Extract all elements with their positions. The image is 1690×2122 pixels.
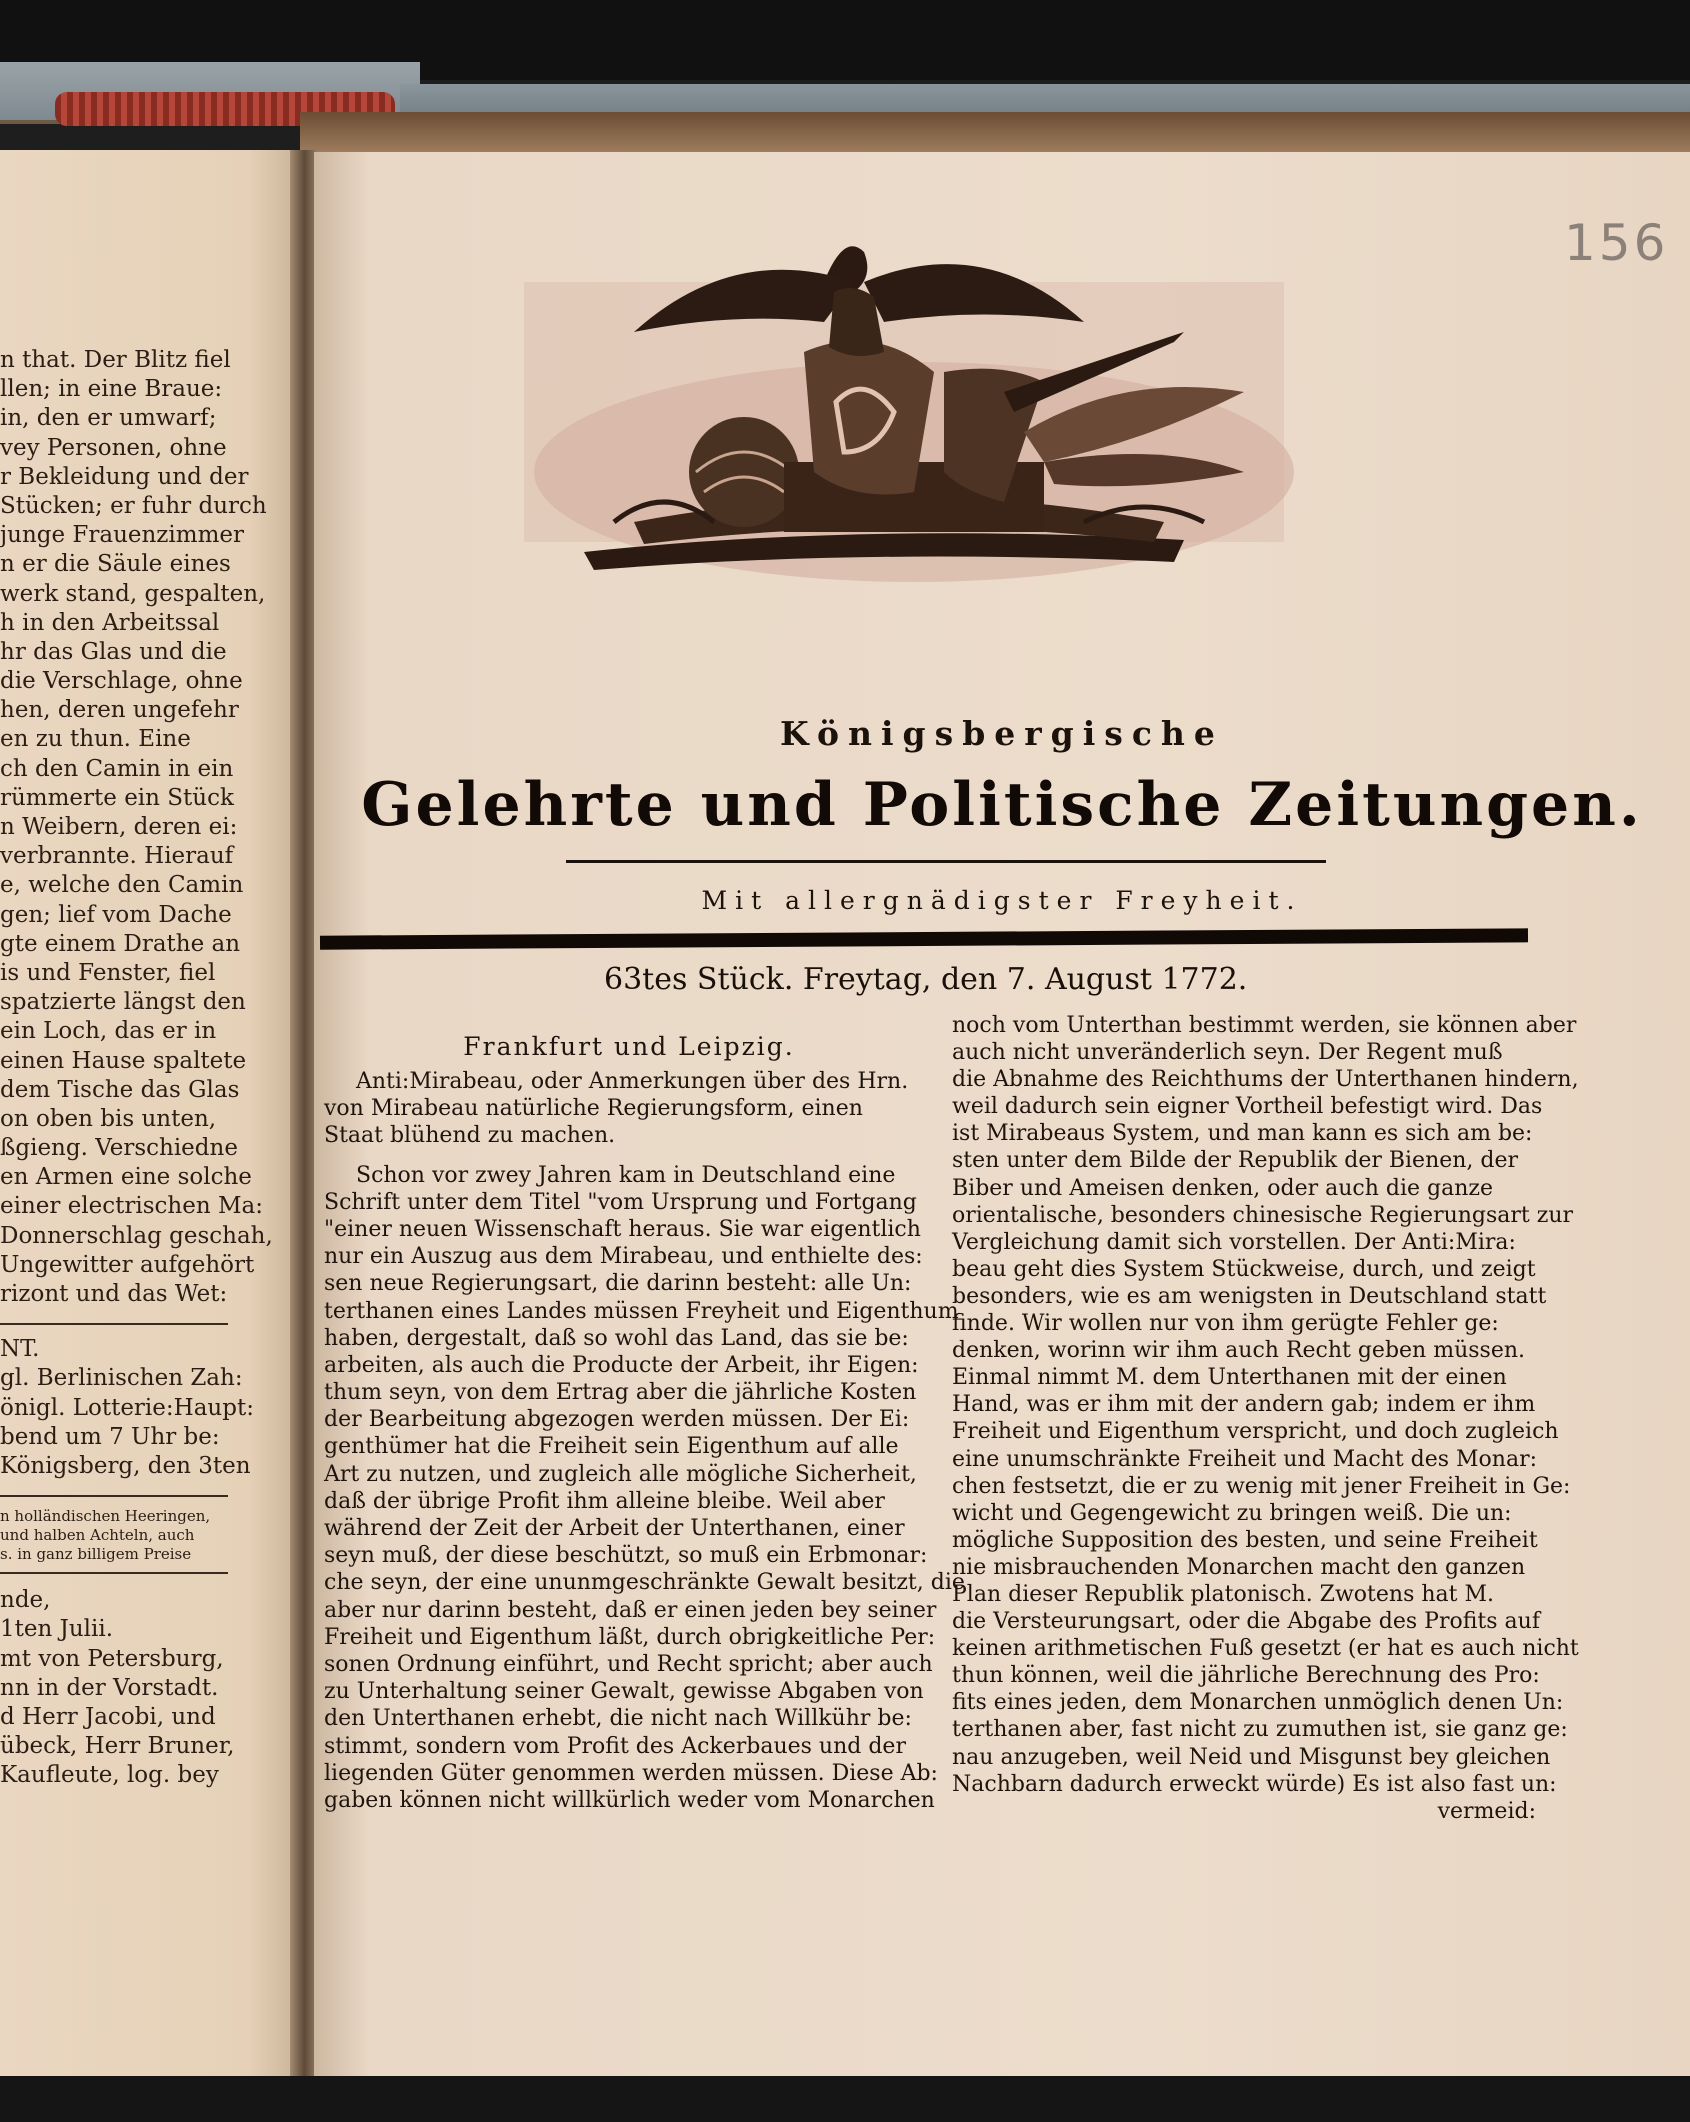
text-line: genthümer hat die Freiheit sein Eigenthum auf alle bbox=[324, 1434, 899, 1460]
text-line: n Weibern, deren ei: bbox=[0, 814, 238, 840]
text-line: der Bearbeitung abgezogen werden müssen. Der Ei: bbox=[324, 1407, 910, 1433]
text-line: finde. Wir wollen nur von ihm gerügte Fehler ge: bbox=[952, 1311, 1499, 1337]
text-line: n that. Der Blitz fiel bbox=[0, 347, 231, 373]
text-line: n er die Säule eines bbox=[0, 551, 231, 578]
text-line: eine unumschränkte Freiheit und Macht des Monar: bbox=[952, 1446, 1538, 1472]
text-line: nde, bbox=[0, 1587, 51, 1614]
text-line: den Unterthanen erhebt, die nicht nach Willkühr be: bbox=[324, 1706, 912, 1732]
text-line: bend um 7 Uhr be: bbox=[0, 1423, 220, 1450]
text-line: Plan dieser Republik platonisch. Zwotens hat M. bbox=[952, 1581, 1494, 1607]
text-line: in, den er umwarf; bbox=[0, 405, 217, 432]
text-line: fits eines jeden, dem Monarchen unmöglich denen Un: bbox=[952, 1690, 1564, 1716]
text-line: Hand, was er ihm mit der andern gab; indem er ihm bbox=[952, 1392, 1536, 1418]
text-line: denken, worinn wir ihm auch Recht geben müssen. bbox=[952, 1338, 1526, 1364]
text-line: terthanen aber, fast nicht zu zumuthen ist, sie ganz ge: bbox=[952, 1717, 1568, 1743]
left-page bbox=[0, 150, 292, 2080]
text-line: mt von Petersburg, bbox=[0, 1645, 224, 1672]
text-line: dem Tische das Glas bbox=[0, 1076, 240, 1103]
masthead-kicker: Königsbergische bbox=[780, 714, 1224, 753]
text-line: Biber und Ameisen denken, oder auch die ganze bbox=[952, 1175, 1494, 1201]
text-line: Stücken; er fuhr durch bbox=[0, 492, 267, 519]
text-line: che seyn, der eine ununmgeschränkte Gewalt besitzt, die bbox=[324, 1570, 965, 1596]
text-line: önigl. Lotterie:Haupt: bbox=[0, 1394, 254, 1421]
text-line: besonders, wie es am wenigsten in Deutschland statt bbox=[952, 1283, 1547, 1309]
text-line: gaben können nicht willkürlich weder vom Monarchen bbox=[324, 1787, 935, 1813]
issue-line: 63tes Stück. Freytag, den 7. August 1772. bbox=[604, 962, 1248, 997]
section-heading: Frankfurt und Leipzig. bbox=[463, 1032, 795, 1061]
divider bbox=[0, 1495, 228, 1497]
text-line: vermeid: bbox=[1437, 1798, 1536, 1824]
text-line: weil dadurch sein eigner Vortheil befestigt wird. Das bbox=[952, 1094, 1543, 1120]
text-line: gte einem Drathe an bbox=[0, 930, 241, 957]
text-line: d Herr Jacobi, und bbox=[0, 1703, 216, 1730]
text-line: vey Personen, ohne bbox=[0, 434, 227, 461]
text-line: hen, deren ungefehr bbox=[0, 697, 239, 724]
heavy-rule bbox=[320, 928, 1528, 949]
privilege-line: Mit allergnädigster Freyheit. bbox=[701, 886, 1303, 915]
text-line: sten unter dem Bilde der Republik der Bienen, der bbox=[952, 1148, 1519, 1174]
text-line: mögliche Supposition des besten, und seine Freiheit bbox=[952, 1527, 1538, 1553]
text-line: nau anzugeben, weil Neid und Misgunst bey gleichen bbox=[952, 1744, 1551, 1770]
text-line: die Verschlage, ohne bbox=[0, 668, 243, 695]
text-line: is und Fenster, fiel bbox=[0, 959, 216, 986]
text-line: verbrannte. Hierauf bbox=[0, 843, 234, 870]
text-line: Schon vor zwey Jahren kam in Deutschland eine bbox=[356, 1162, 896, 1188]
text-line: zu Unterhaltung seiner Gewalt, gewisse Abgaben von bbox=[324, 1679, 924, 1705]
paragraph-gap bbox=[324, 1150, 934, 1162]
eagle-vignette-icon bbox=[484, 222, 1324, 582]
text-line: ßgieng. Verschiedne bbox=[0, 1135, 238, 1162]
text-line: stimmt, sondern vom Profit des Ackerbaues und der bbox=[324, 1733, 906, 1759]
text-line: on oben bis unten, bbox=[0, 1105, 217, 1132]
text-line: und halben Achteln, auch bbox=[0, 1526, 195, 1545]
text-line: Kaufleute, log. bey bbox=[0, 1762, 219, 1789]
text-line: rizont und das Wet: bbox=[0, 1281, 228, 1307]
text-line: s. in ganz billigem Preise bbox=[0, 1545, 192, 1564]
text-line: nie misbrauchenden Monarchen macht den ganzen bbox=[952, 1554, 1526, 1580]
text-line: ch den Camin in ein bbox=[0, 755, 234, 782]
right-page bbox=[314, 152, 1690, 2082]
text-line: Nachbarn dadurch erweckt würde) Es ist also fast un: bbox=[952, 1771, 1557, 1797]
text-line: gl. Berlinischen Zah: bbox=[0, 1365, 243, 1392]
text-line: arbeiten, als auch die Producte der Arbeit, ihr Eigen: bbox=[324, 1352, 919, 1378]
text-line: h in den Arbeitssal bbox=[0, 609, 220, 636]
divider bbox=[0, 1323, 228, 1325]
text-line: Anti:Mirabeau, oder Anmerkungen über des Hrn. bbox=[356, 1069, 909, 1094]
text-line: ein Loch, das er in bbox=[0, 1018, 217, 1045]
divider bbox=[0, 1572, 228, 1574]
text-line: hr das Glas und die bbox=[0, 638, 227, 665]
text-line: sen neue Regierungsart, die darinn besteht: alle Un: bbox=[324, 1271, 912, 1297]
text-line: "einer neuen Wissenschaft heraus. Sie war eigentlich bbox=[324, 1216, 921, 1242]
text-line: noch vom Unterthan bestimmt werden, sie können aber bbox=[952, 1013, 1577, 1038]
text-line: werk stand, gespalten, bbox=[0, 580, 266, 607]
text-line: übeck, Herr Bruner, bbox=[0, 1733, 235, 1760]
text-line: von Mirabeau natürliche Regierungsform, einen bbox=[324, 1096, 863, 1122]
text-line: Art zu nutzen, und zugleich alle mögliche Sicherheit, bbox=[324, 1461, 917, 1487]
text-line: Königsberg, den 3ten bbox=[0, 1452, 251, 1479]
text-line: einen Hause spaltete bbox=[0, 1047, 247, 1074]
text-line: en Armen eine solche bbox=[0, 1164, 252, 1191]
text-line: Ungewitter aufgehört bbox=[0, 1251, 255, 1278]
text-line: auch nicht unveränderlich seyn. Der Regent muß bbox=[952, 1040, 1503, 1066]
text-line: beau geht dies System Stückweise, durch, und zeigt bbox=[952, 1256, 1536, 1282]
left-page-column bbox=[0, 346, 273, 1790]
text-line: gen; lief vom Dache bbox=[0, 901, 232, 928]
text-line: nn in der Vorstadt. bbox=[0, 1674, 219, 1701]
text-line: 1ten Julii. bbox=[0, 1616, 114, 1643]
page-number: 156 bbox=[1564, 214, 1669, 272]
text-line: während der Zeit der Arbeit der Unterthanen, einer bbox=[324, 1516, 905, 1541]
book-gutter bbox=[290, 150, 316, 2080]
text-line: aber nur darinn besteht, daß er einen jeden bey seiner bbox=[324, 1597, 937, 1623]
text-line: e, welche den Camin bbox=[0, 872, 244, 899]
text-line: wicht und Gegengewicht zu bringen weiß. Die un: bbox=[952, 1500, 1512, 1526]
text-line: NT. bbox=[0, 1336, 40, 1363]
text-line: Freiheit und Eigenthum läßt, durch obrigkeitliche Per: bbox=[324, 1624, 936, 1650]
text-line: r Bekleidung und der bbox=[0, 463, 249, 490]
text-line: spatzierte längst den bbox=[0, 989, 246, 1016]
masthead-title: Gelehrte und Politische Zeitungen. bbox=[361, 770, 1643, 840]
masthead-rule bbox=[566, 860, 1326, 863]
text-line: llen; in eine Braue: bbox=[0, 376, 223, 403]
article-left-column bbox=[324, 1030, 965, 1814]
text-line: rümmerte ein Stück bbox=[0, 784, 234, 811]
text-line: thun können, weil die jährliche Berechnung des Pro: bbox=[952, 1663, 1540, 1689]
text-line: terthanen eines Landes müssen Freyheit und Eigenthum bbox=[324, 1298, 959, 1324]
text-line: haben, dergestalt, daß so wohl das Land, das sie be: bbox=[324, 1325, 909, 1351]
text-line: ist Mirabeaus System, und man kann es sich am be: bbox=[952, 1121, 1533, 1147]
text-line: orientalische, besonders chinesische Regierungsart zur bbox=[952, 1202, 1574, 1228]
text-line: seyn muß, der diese beschützt, so muß ein Erbmonar: bbox=[324, 1543, 928, 1569]
text-line: einer electrischen Ma: bbox=[0, 1193, 263, 1220]
text-line: Donnerschlag geschah, bbox=[0, 1222, 273, 1249]
text-line: Schrift unter dem Titel "vom Ursprung und Fortgang bbox=[324, 1189, 917, 1215]
text-line: keinen arithmetischen Fuß gesetzt (er hat es auch nicht bbox=[952, 1636, 1579, 1662]
text-line: die Versteurungsart, oder die Abgabe des Profits auf bbox=[952, 1609, 1540, 1635]
scan-background-bottom bbox=[0, 2076, 1690, 2122]
text-line: daß der übrige Profit ihm alleine bleibe. Weil aber bbox=[324, 1488, 885, 1514]
text-line: Einmal nimmt M. dem Unterthanen mit der einen bbox=[952, 1365, 1507, 1391]
text-line: Vergleichung damit sich vorstellen. Der Anti:Mira: bbox=[952, 1229, 1516, 1255]
text-line: liegenden Güter genommen werden müssen. Diese Ab: bbox=[324, 1760, 938, 1786]
text-line: junge Frauenzimmer bbox=[0, 522, 245, 549]
article-right-column bbox=[952, 1012, 1579, 1825]
text-line: nur ein Auszug aus dem Mirabeau, und enthielte des: bbox=[324, 1244, 923, 1270]
text-line: die Abnahme des Reichthums der Unterthanen hindern, bbox=[952, 1067, 1579, 1093]
text-line: thum seyn, von dem Ertrag aber die jährliche Kosten bbox=[324, 1380, 917, 1406]
text-line: sonen Ordnung einführt, und Recht spricht; aber auch bbox=[324, 1651, 933, 1677]
text-line: chen festsetzt, die er zu wenig mit jener Freiheit in Ge: bbox=[952, 1473, 1571, 1499]
text-line: Freiheit und Eigenthum verspricht, und doch zugleich bbox=[952, 1419, 1559, 1445]
text-line: en zu thun. Eine bbox=[0, 726, 191, 753]
text-line: Staat blühend zu machen. bbox=[324, 1123, 616, 1149]
text-line: n holländischen Heeringen, bbox=[0, 1507, 211, 1526]
